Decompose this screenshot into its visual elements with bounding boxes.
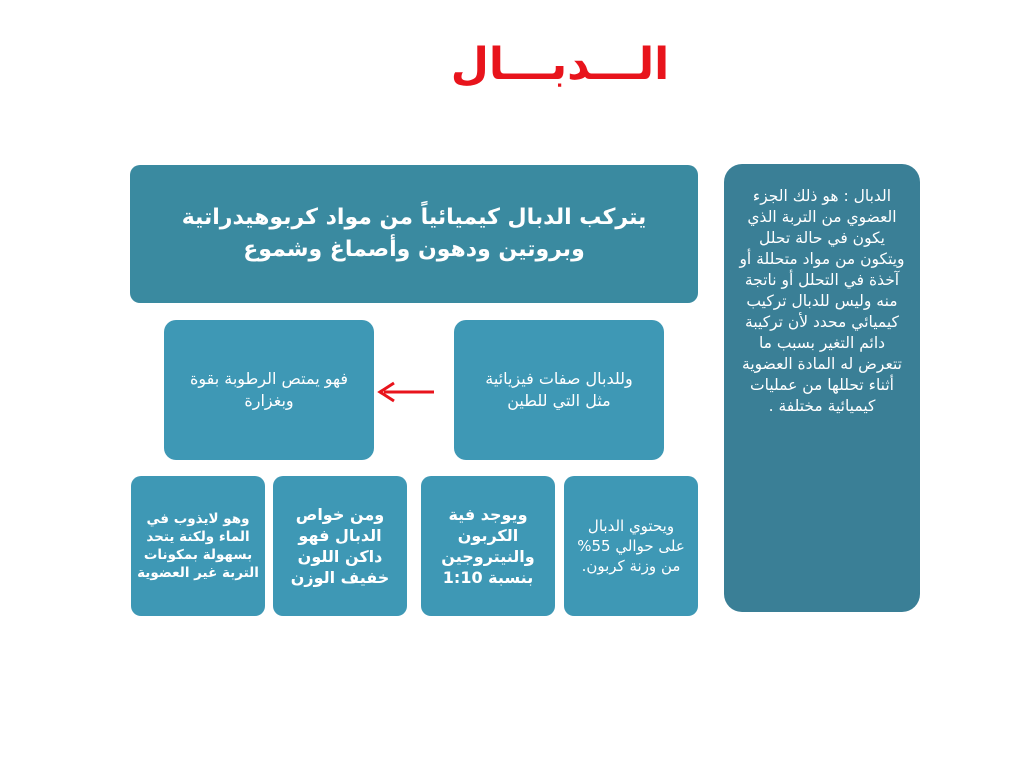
solubility-box	[131, 476, 265, 616]
color-weight-box	[273, 476, 407, 616]
carbon-nitrogen-ratio-box	[421, 476, 555, 616]
definition-box	[724, 164, 920, 612]
left-arrow-icon	[372, 380, 438, 404]
moisture-absorption-text: فهو يمتص الرطوبة بقوة وبغزارة	[189, 369, 349, 410]
page-title: الـــدبـــال	[450, 39, 670, 90]
solubility-text: وهو لايذوب في الماء ولكنة يتحد بسهولة بمكونات التربة غير العضوية	[137, 511, 259, 581]
definition-text: الدبال : هو ذلك الجزء العضوي من التربة الذي يكون في حالة تحلل ويتكون من مواد متحللة أو آخذة في التحلل أو ناتجة منه وليس للدبال تركيب كيميائي محدد لأن تركيبة دائم التغير بسبب ما تتعرض له المادة العضوية أثناء تحللها من عمليات كيميائية مختلفة .	[739, 187, 905, 415]
physical-properties-text: وللدبال صفات فيزيائية مثل التي للطين	[485, 369, 633, 410]
color-weight-text: ومن خواص الدبال فهو داكن اللون خفيف الوزن	[290, 505, 390, 587]
moisture-absorption-box	[164, 320, 374, 460]
carbon-nitrogen-ratio-text: ويوجد فية الكربون والنيتروجين بنسبة 1:10	[441, 505, 535, 587]
physical-properties-box	[454, 320, 664, 460]
summary-text: يتركب الدبال كيميائياً من مواد كربوهيدراتية وبروتين ودهون وأصماغ وشموع	[181, 205, 647, 262]
carbon-content-box	[564, 476, 698, 616]
carbon-content-text: ويحتوي الدبال على حوالي 55% من وزنة كربون.	[577, 517, 685, 575]
summary-box	[130, 165, 698, 303]
